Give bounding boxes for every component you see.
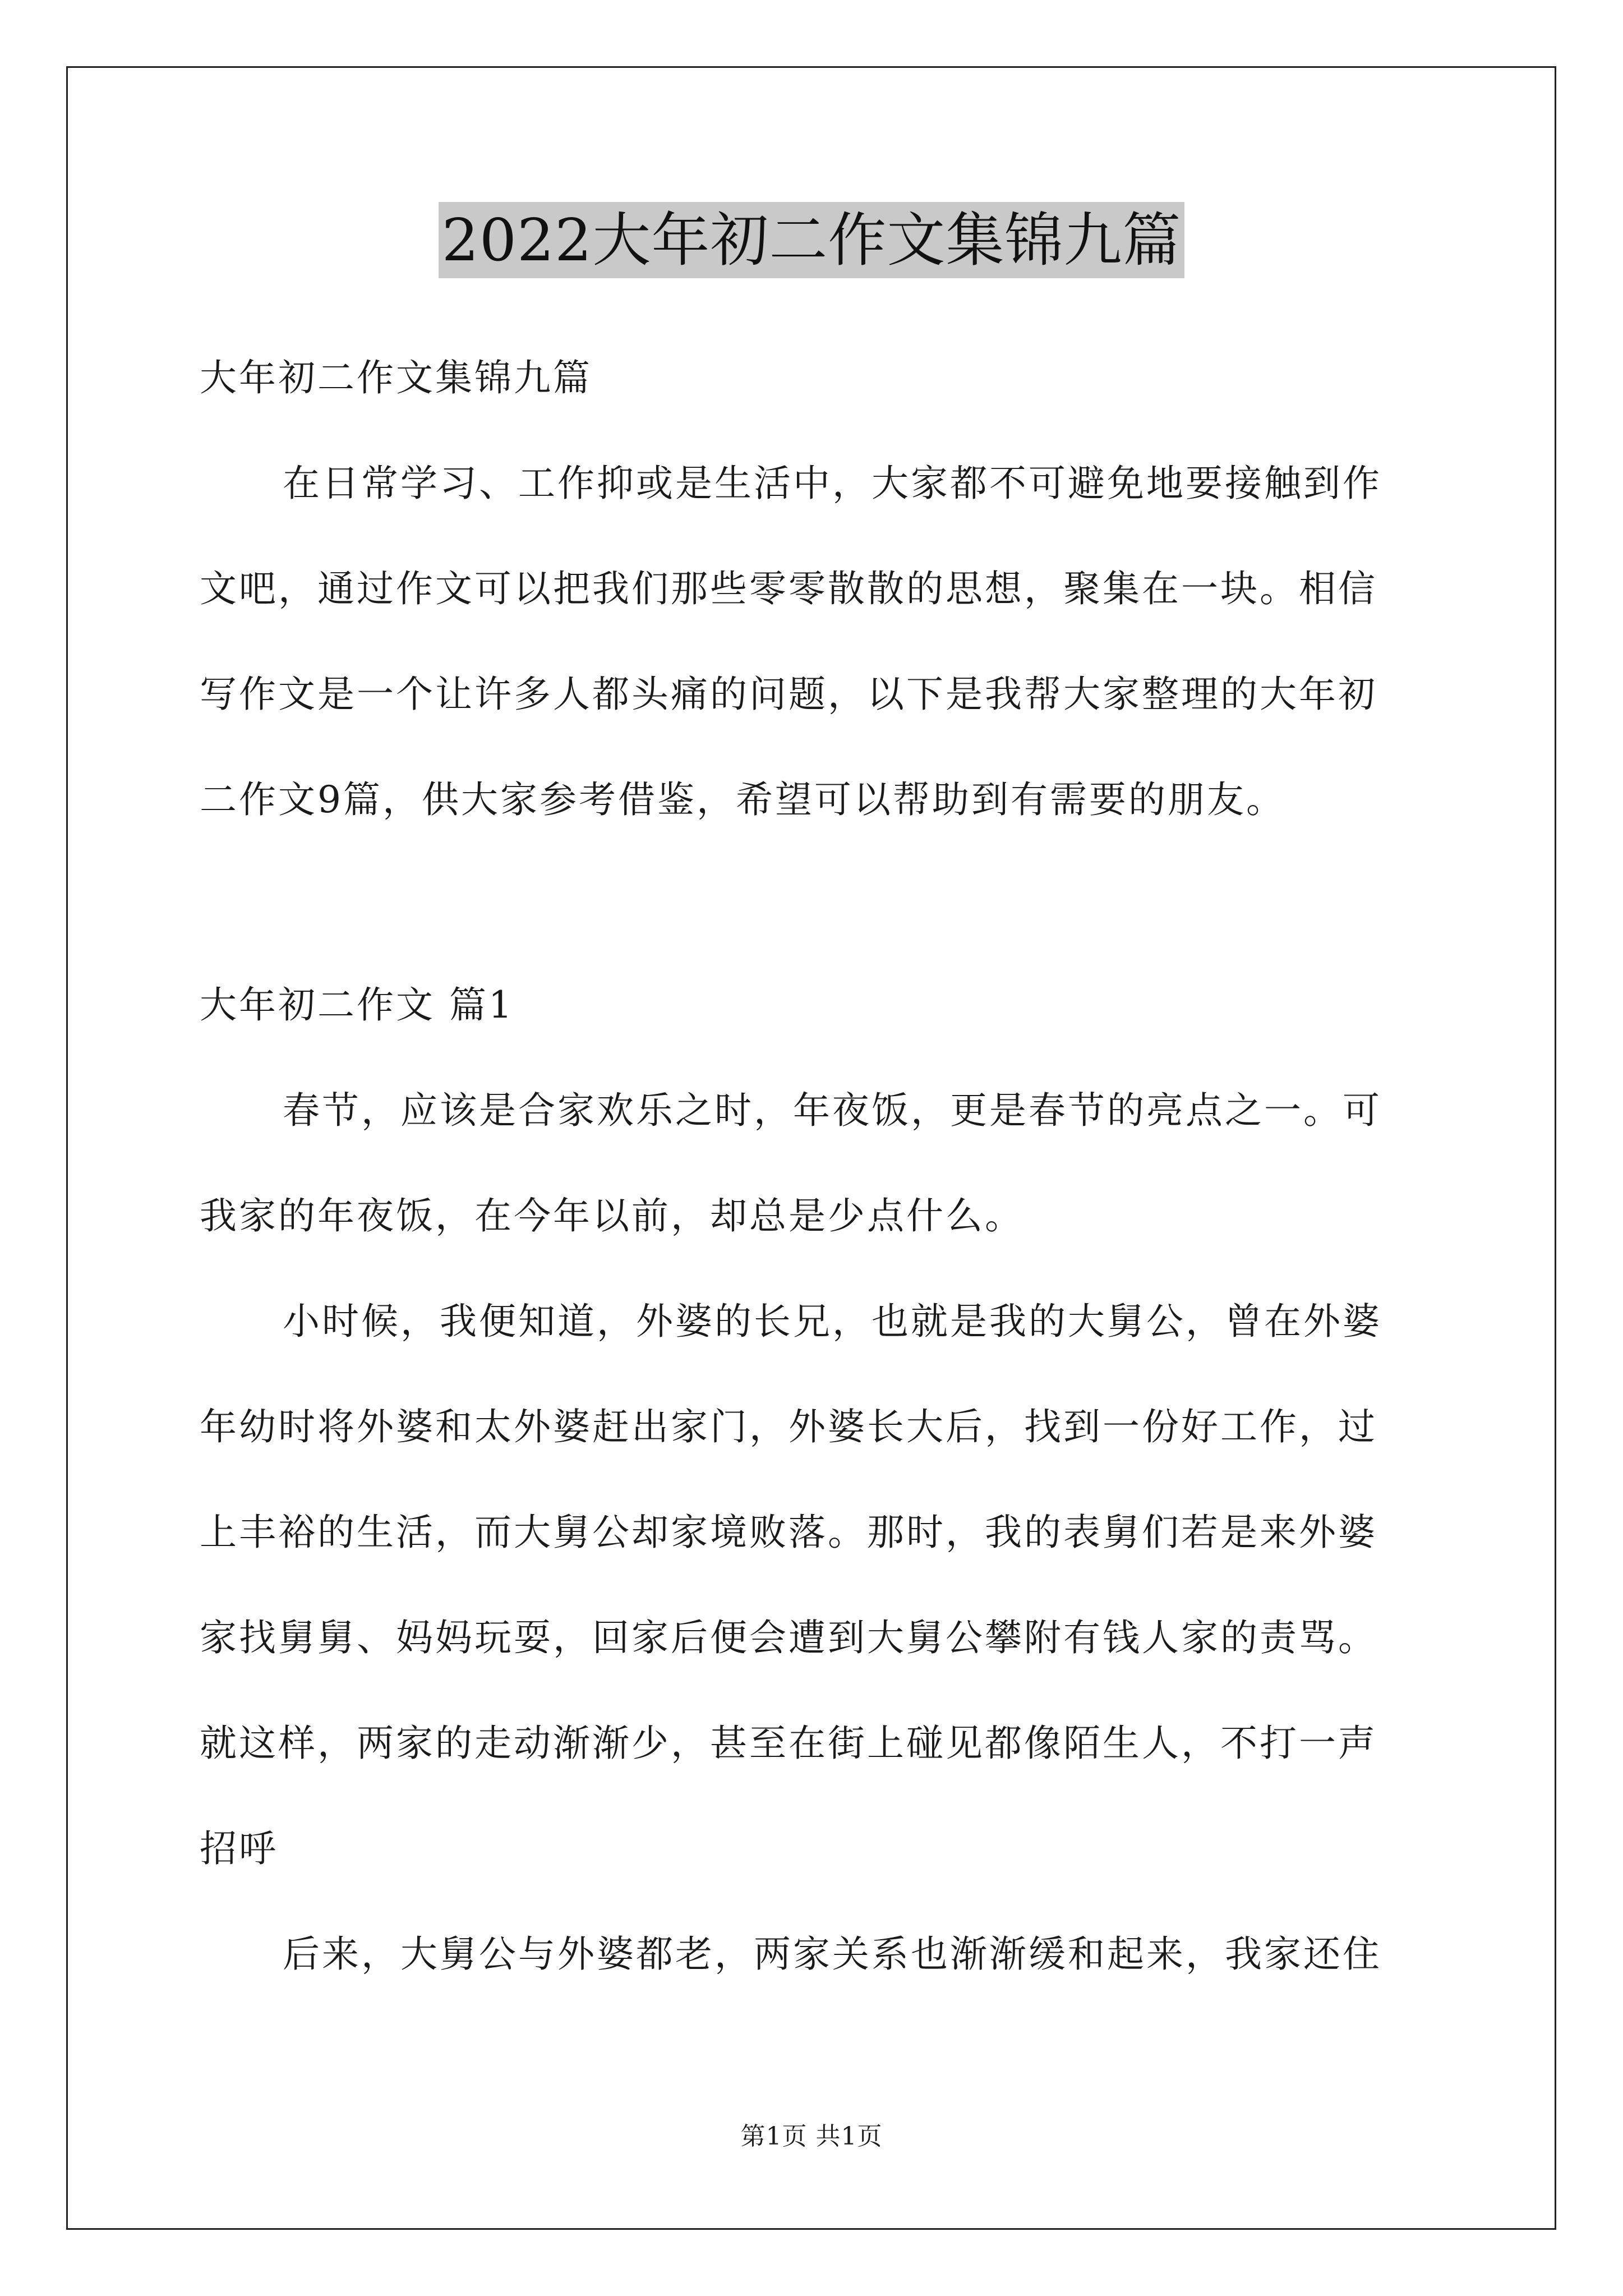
subtitle: 大年初二作文集锦九篇 (200, 356, 592, 399)
page-number: 第1页 共1页 (740, 2122, 883, 2151)
paragraph-line: 后来，大舅公与外婆都老，两家关系也渐渐缓和起来，我家还住 (283, 1932, 1382, 1976)
paragraph-line: 我家的年夜饭，在今年以前，却总是少点什么。 (200, 1194, 1024, 1237)
document-body (200, 342, 1433, 2024)
paragraph-line: 家找舅舅、妈妈玩耍，回家后便会遭到大舅公攀附有钱人家的责骂。 (200, 1616, 1377, 1659)
section-gap (200, 869, 1433, 969)
intro-line: 二作文9篇，供大家参考借鉴，希望可以帮助到有需要的朋友。 (200, 778, 1285, 821)
intro-line: 在日常学习、工作抑或是生活中，大家都不可避免地要接触到作 (283, 462, 1382, 505)
paragraph-line: 就这样，两家的走动渐渐少，甚至在街上碰见都像陌生人，不打一声 (200, 1722, 1377, 1765)
paragraph-line: 上丰裕的生活，而大舅公却家境败落。那时，我的表舅们若是来外婆 (200, 1511, 1377, 1554)
intro-line: 文吧，通过作文可以把我们那些零零散散的思想，聚集在一块。相信 (200, 567, 1377, 610)
paragraph-line: 春节，应该是合家欢乐之时，年夜饭，更是春节的亮点之一。可 (283, 1089, 1382, 1132)
title-container (0, 202, 1623, 278)
intro-line: 写作文是一个让许多人都头痛的问题，以下是我帮大家整理的大年初 (200, 673, 1377, 716)
section-heading: 大年初二作文 篇1 (200, 983, 514, 1027)
paragraph-line: 招呼 (200, 1827, 278, 1870)
paragraph-line: 年幼时将外婆和太外婆赶出家门，外婆长大后，找到一份好工作，过 (200, 1405, 1377, 1448)
document-title: 2022大年初二作文集锦九篇 (439, 202, 1185, 278)
paragraph-line: 小时候，我便知道，外婆的长兄，也就是我的大舅公，曾在外婆 (283, 1300, 1382, 1343)
